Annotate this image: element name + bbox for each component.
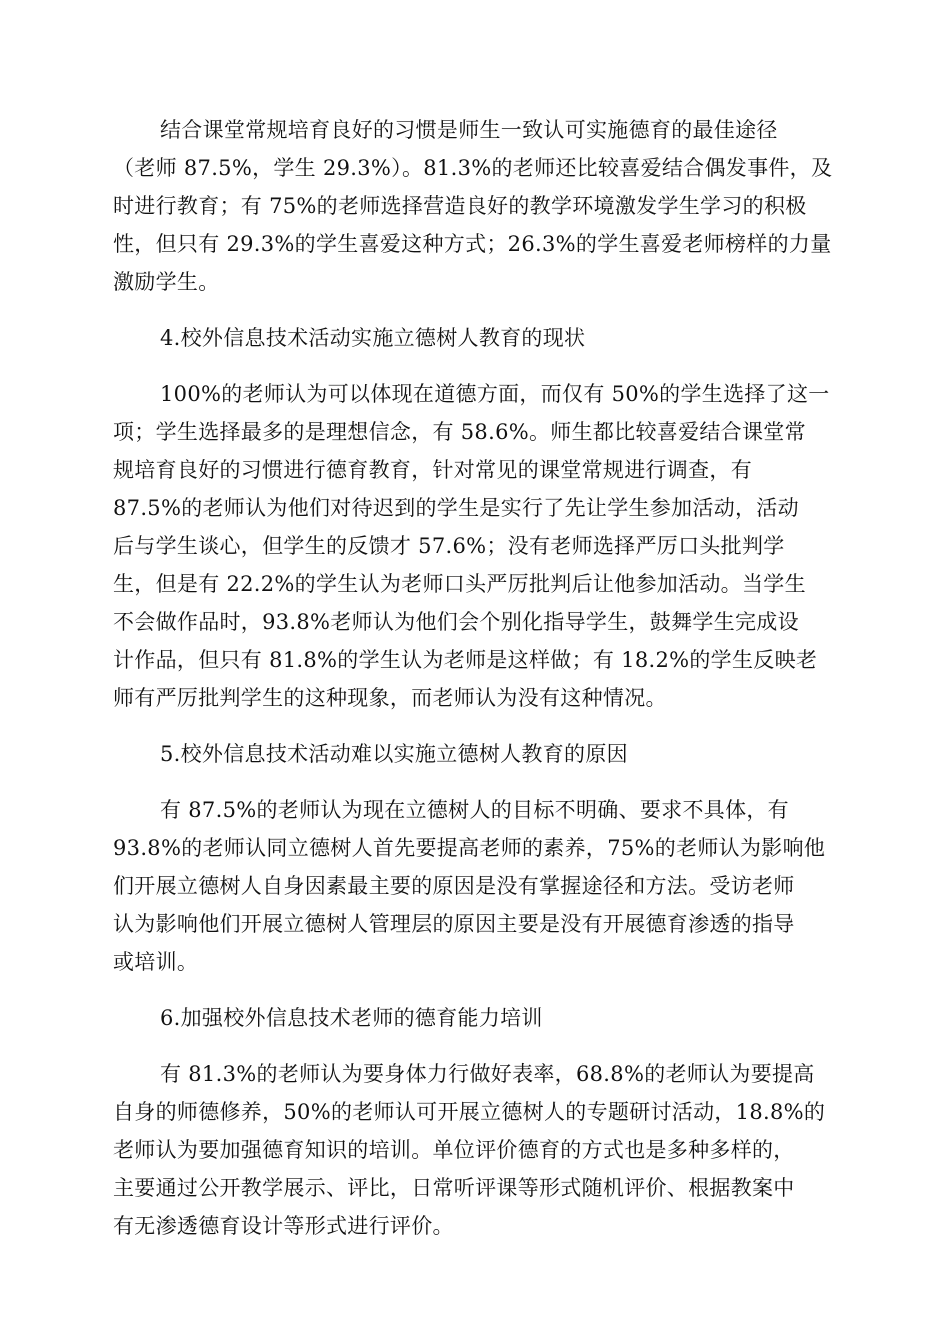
paragraph-2-line-4: 87.5%的老师认为他们对待迟到的学生是实行了先让学生参加活动，活动 <box>113 496 799 520</box>
paragraph-2-line-6: 生，但是有 22.2%的学生认为老师口头严厉批判后让他参加活动。当学生 <box>113 572 806 596</box>
paragraph-4-line-2: 自身的师德修养，50%的老师认可开展立德树人的专题研讨活动，18.8%的 <box>113 1100 826 1124</box>
paragraph-1-line-2: （老师 87.5%，学生 29.3%）。81.3%的老师还比较喜爱结合偶发事件，及 <box>113 156 833 180</box>
paragraph-2-line-7: 不会做作品时，93.8%老师认为他们会个别化指导学生，鼓舞学生完成设 <box>113 610 799 634</box>
paragraph-4-line-3: 老师认为要加强德育知识的培训。单位评价德育的方式也是多种多样的， <box>113 1138 795 1162</box>
paragraph-3-line-2: 93.8%的老师认同立德树人首先要提高老师的素养，75%的老师认为影响他 <box>113 836 826 860</box>
paragraph-4-line-1: 有 81.3%的老师认为要身体力行做好表率，68.8%的老师认为要提高 <box>160 1062 815 1086</box>
paragraph-2-line-2: 项；学生选择最多的是理想信念，有 58.6%。师生都比较喜爱结合课堂常 <box>113 420 806 444</box>
paragraph-3-line-1: 有 87.5%的老师认为现在立德树人的目标不明确、要求不具体，有 <box>160 798 789 822</box>
paragraph-1-line-5: 激励学生。 <box>113 270 220 294</box>
section-heading-4: 4.校外信息技术活动实施立德树人教育的现状 <box>160 326 586 350</box>
paragraph-1-line-1: 结合课堂常规培育良好的习惯是师生一致认可实施德育的最佳途径 <box>160 118 778 142</box>
paragraph-3-line-5: 或培训。 <box>113 950 199 974</box>
section-heading-5: 5.校外信息技术活动难以实施立德树人教育的原因 <box>160 742 628 766</box>
paragraph-4-line-5: 有无渗透德育设计等形式进行评价。 <box>113 1214 454 1238</box>
paragraph-1-line-4: 性，但只有 29.3%的学生喜爱这种方式；26.3%的学生喜爱老师榜样的力量 <box>113 232 832 256</box>
paragraph-3-line-4: 认为影响他们开展立德树人管理层的原因主要是没有开展德育渗透的指导 <box>113 912 795 936</box>
paragraph-2-line-3: 规培育良好的习惯进行德育教育，针对常见的课堂常规进行调查，有 <box>113 458 752 482</box>
paragraph-2-line-8: 计作品，但只有 81.8%的学生认为老师是这样做；有 18.2%的学生反映老 <box>113 648 818 672</box>
paragraph-1-line-3: 时进行教育；有 75%的老师选择营造良好的教学环境激发学生学习的积极 <box>113 194 807 218</box>
paragraph-4-line-4: 主要通过公开教学展示、评比，日常听评课等形式随机评价、根据教案中 <box>113 1176 795 1200</box>
paragraph-3-line-3: 们开展立德树人自身因素最主要的原因是没有掌握途径和方法。受访老师 <box>113 874 795 898</box>
paragraph-2-line-9: 师有严厉批判学生的这种现象，而老师认为没有这种情况。 <box>113 686 667 710</box>
section-heading-6: 6.加强校外信息技术老师的德育能力培训 <box>160 1006 543 1030</box>
paragraph-2-line-5: 后与学生谈心，但学生的反馈才 57.6%；没有老师选择严厉口头批判学 <box>113 534 785 558</box>
paragraph-2-line-1: 100%的老师认为可以体现在道德方面，而仅有 50%的学生选择了这一 <box>160 382 830 406</box>
